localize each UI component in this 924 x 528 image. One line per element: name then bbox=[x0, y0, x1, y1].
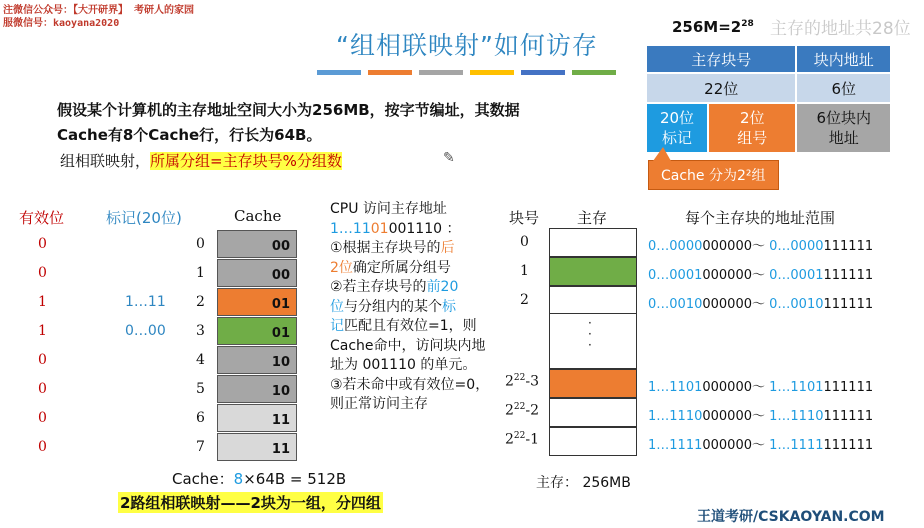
address-range-header: 每个主存块的地址范围 bbox=[685, 209, 836, 227]
memory-block-number: 1 bbox=[520, 263, 529, 279]
memory-header: 主存 bbox=[577, 209, 608, 227]
memory-block-number: $2^{22}-3$ bbox=[505, 373, 540, 390]
slide-title: “组相联映射”如何访存 bbox=[336, 31, 598, 60]
cache-line: 01 bbox=[217, 317, 297, 345]
header-block-number: 主存块号 bbox=[646, 45, 796, 73]
block-address-range: 0…0010000000～ 0…0010111111 bbox=[648, 297, 874, 312]
problem-statement: 假设某个计算机的主存地址空间大小为256MB，按字节编址，其数据Cache有8个Cache行，行长为64B。 bbox=[57, 101, 520, 144]
memory-block bbox=[549, 257, 637, 286]
cache-line-number: 1 bbox=[196, 265, 205, 281]
title-color-bar bbox=[419, 70, 463, 75]
watermark-line-2: 服微信号：kaoyana2020 bbox=[3, 18, 120, 29]
cache-line-number: 0 bbox=[196, 236, 205, 252]
cache-valid-bit: 0 bbox=[38, 352, 47, 368]
memory-size-caption: 主存： 256MB bbox=[536, 475, 631, 491]
address-format-table bbox=[645, 44, 892, 154]
cache-valid-bit: 0 bbox=[38, 381, 47, 397]
cache-line: 10 bbox=[217, 346, 297, 374]
field-offset: 6位块内 地址 bbox=[796, 103, 891, 153]
memory-block-number: 2 bbox=[520, 292, 529, 308]
block-address-range: 1…1111000000～ 1…1111111111 bbox=[648, 438, 874, 453]
watermark-line-1: 注微信公众号：【大开研界】 考研人的家园 bbox=[3, 5, 195, 16]
memory-block bbox=[549, 228, 637, 257]
memory-block bbox=[549, 398, 637, 427]
memory-block bbox=[549, 286, 637, 315]
cache-line-number: 5 bbox=[196, 381, 205, 397]
pencil-icon[interactable]: ✎ bbox=[443, 150, 455, 166]
title-color-bar bbox=[572, 70, 616, 75]
block-address-range: 1…1101000000～ 1…1101111111 bbox=[648, 380, 874, 395]
cache-valid-bit: 0 bbox=[38, 410, 47, 426]
cache-line: 11 bbox=[217, 404, 297, 432]
cache-line: 11 bbox=[217, 433, 297, 461]
memory-block-number: 0 bbox=[520, 234, 529, 250]
group-count-callout: Cache 分为2²组 bbox=[648, 160, 779, 190]
mapping-rule-prefix: 组相联映射， bbox=[60, 152, 151, 170]
publisher-credit: 王道考研/CSKAOYAN.COM bbox=[697, 509, 885, 525]
ellipsis-dots: · · · bbox=[588, 316, 592, 352]
mapping-rule bbox=[60, 151, 342, 171]
cache-line-number: 7 bbox=[196, 439, 205, 455]
block-address-range: 1…1110000000～ 1…1110111111 bbox=[648, 409, 874, 424]
cache-valid-bit: 1 bbox=[38, 323, 47, 339]
address-width-line bbox=[672, 18, 754, 36]
field-tag: 20位 标记 bbox=[646, 103, 708, 153]
tag-header: 标记(20位) bbox=[106, 209, 182, 227]
cache-line: 00 bbox=[217, 259, 297, 287]
address-width-ghost: 主存的地址共28位 bbox=[770, 19, 911, 39]
memory-block-number: $2^{22}-1$ bbox=[505, 431, 540, 448]
title-color-bar bbox=[521, 70, 565, 75]
valid-bit-header: 有效位 bbox=[19, 209, 65, 227]
memory-block-number: $2^{22}-2$ bbox=[505, 402, 540, 419]
address-width-exp: 28 bbox=[741, 19, 754, 29]
cache-line: 01 bbox=[217, 288, 297, 316]
mapping-rule-highlight: 所属分组=主存块号%分组数 bbox=[150, 152, 342, 170]
memory-block bbox=[549, 369, 637, 398]
cache-line: 10 bbox=[217, 375, 297, 403]
cache-valid-bit: 0 bbox=[38, 265, 47, 281]
cache-header: Cache bbox=[234, 207, 282, 225]
memory-gap-cell bbox=[549, 313, 637, 369]
cache-line-number: 4 bbox=[196, 352, 205, 368]
two-way-note: 2路组相联映射——2块为一组，分四组 bbox=[120, 494, 381, 512]
cache-valid-bit: 1 bbox=[38, 294, 47, 310]
field-group: 2位 组号 bbox=[708, 103, 796, 153]
cache-line-number: 6 bbox=[196, 410, 205, 426]
block-number-header: 块号 bbox=[509, 209, 540, 227]
cache-valid-bit: 0 bbox=[38, 236, 47, 252]
cache-tag: 1…11 bbox=[125, 294, 166, 310]
block-address-range: 0…0001000000～ 0…0001111111 bbox=[648, 268, 874, 283]
cache-tag: 0…00 bbox=[125, 323, 166, 339]
cache-line-number: 3 bbox=[196, 323, 205, 339]
cpu-access-steps: CPU 访问主存地址 1…1101001110 ： ①根据主存块号的后 2位确定所属分组号 ②若主存块号的前20 位与分组内的某个标 记匹配且有效位=1，则Cache命中，访问块内地址为 001110 的单元。 ③若未命中或有效位=0，则正常访问主存 bbox=[330, 201, 490, 412]
cache-size-caption: Cache：8×64B = 512B bbox=[172, 470, 347, 488]
title-color-bar bbox=[317, 70, 361, 75]
bits-block-number: 22位 bbox=[646, 73, 796, 103]
title-color-bar bbox=[470, 70, 514, 75]
header-block-offset: 块内地址 bbox=[796, 45, 891, 73]
address-width-base: 256M=2 bbox=[672, 18, 742, 36]
title-color-bar bbox=[368, 70, 412, 75]
block-address-range: 0…0000000000～ 0…0000111111 bbox=[648, 239, 874, 254]
cache-valid-bit: 0 bbox=[38, 439, 47, 455]
cache-line: 00 bbox=[217, 230, 297, 258]
memory-block bbox=[549, 427, 637, 456]
cache-line-number: 2 bbox=[196, 294, 205, 310]
bits-block-offset: 6位 bbox=[796, 73, 891, 103]
